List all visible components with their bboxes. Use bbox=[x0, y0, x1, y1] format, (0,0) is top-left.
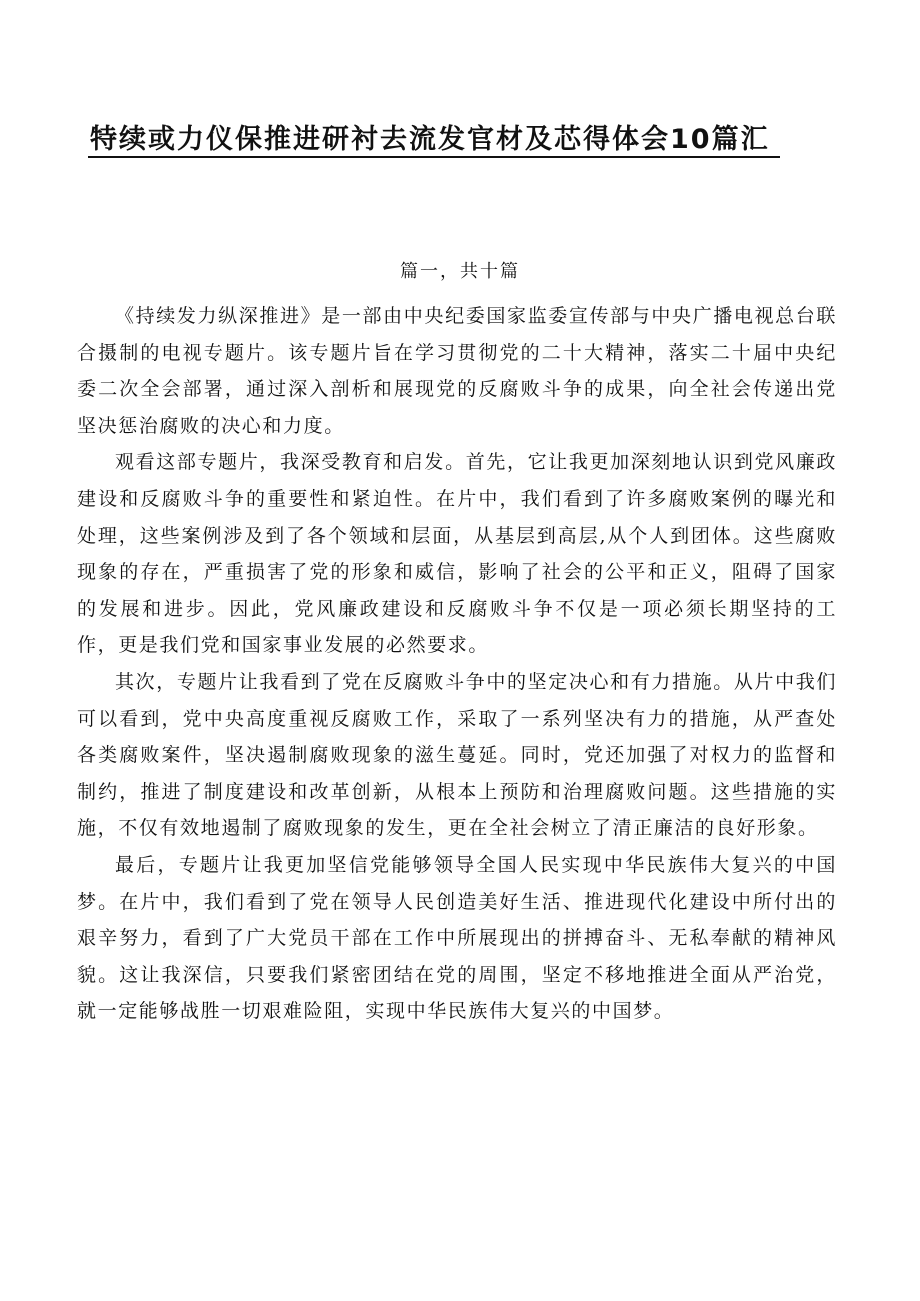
paragraph-3: 其次，专题片让我看到了党在反腐败斗争中的坚定决心和有力措施。从片中我们可以看到，党中央高度重视反腐败工作，采取了一系列坚决有力的措施，从严查处各类腐败案件，坚决遏制腐败现象的滋生蔓延。同时，党还加强了对权力的监督和制约，推进了制度建设和改革创新，从根本上预防和治理腐败问题。这些措施的实施，不仅有效地遏制了腐败现象的发生，更在全社会树立了清正廉洁的良好形象。 bbox=[77, 670, 837, 840]
document-title: 特续或力仪保推进研衬去流发官材及芯得体会10篇汇 bbox=[90, 124, 770, 155]
document-body bbox=[77, 298, 837, 1030]
paragraph-2: 观看这部专题片，我深受教育和启发。首先，它让我更加深刻地认识到党风廉政建设和反腐败斗争的重要性和紧迫性。在片中，我们看到了许多腐败案例的曝光和处理，这些案例涉及到了各个领域和层面，从基层到高层,从个人到团体。这些腐败现象的存在，严重损害了党的形象和威信，影响了社会的公平和正义，阻碍了国家的发展和进步。因此，党风廉政建设和反腐败斗争不仅是一项必须长期坚持的工作，更是我们党和国家事业发展的必然要求。 bbox=[77, 451, 837, 657]
paragraph-1: 《持续发力纵深推进》是一部由中央纪委国家监委宣传部与中央广播电视总台联合摄制的电视专题片。该专题片旨在学习贯彻党的二十大精神，落实二十届中央纪委二次全会部署，通过深入剖析和展现党的反腐败斗争的成果，向全社会传递出党坚决惩治腐败的决心和力度。 bbox=[77, 305, 837, 437]
title-underline bbox=[88, 156, 780, 158]
paragraph-4: 最后，专题片让我更加坚信党能够领导全国人民实现中华民族伟大复兴的中国梦。在片中，我们看到了党在领导人民创造美好生活、推进现代化建设中所付出的艰辛努力，看到了广大党员干部在工作中所展现出的拼搏奋斗、无私奉献的精神风貌。这让我深信，只要我们紧密团结在党的周围，坚定不移地推进全面从严治党，就一定能够战胜一切艰难险阻，实现中华民族伟大复兴的中国梦。 bbox=[77, 853, 837, 1023]
section-heading: 篇一，共十篇 bbox=[400, 261, 520, 282]
